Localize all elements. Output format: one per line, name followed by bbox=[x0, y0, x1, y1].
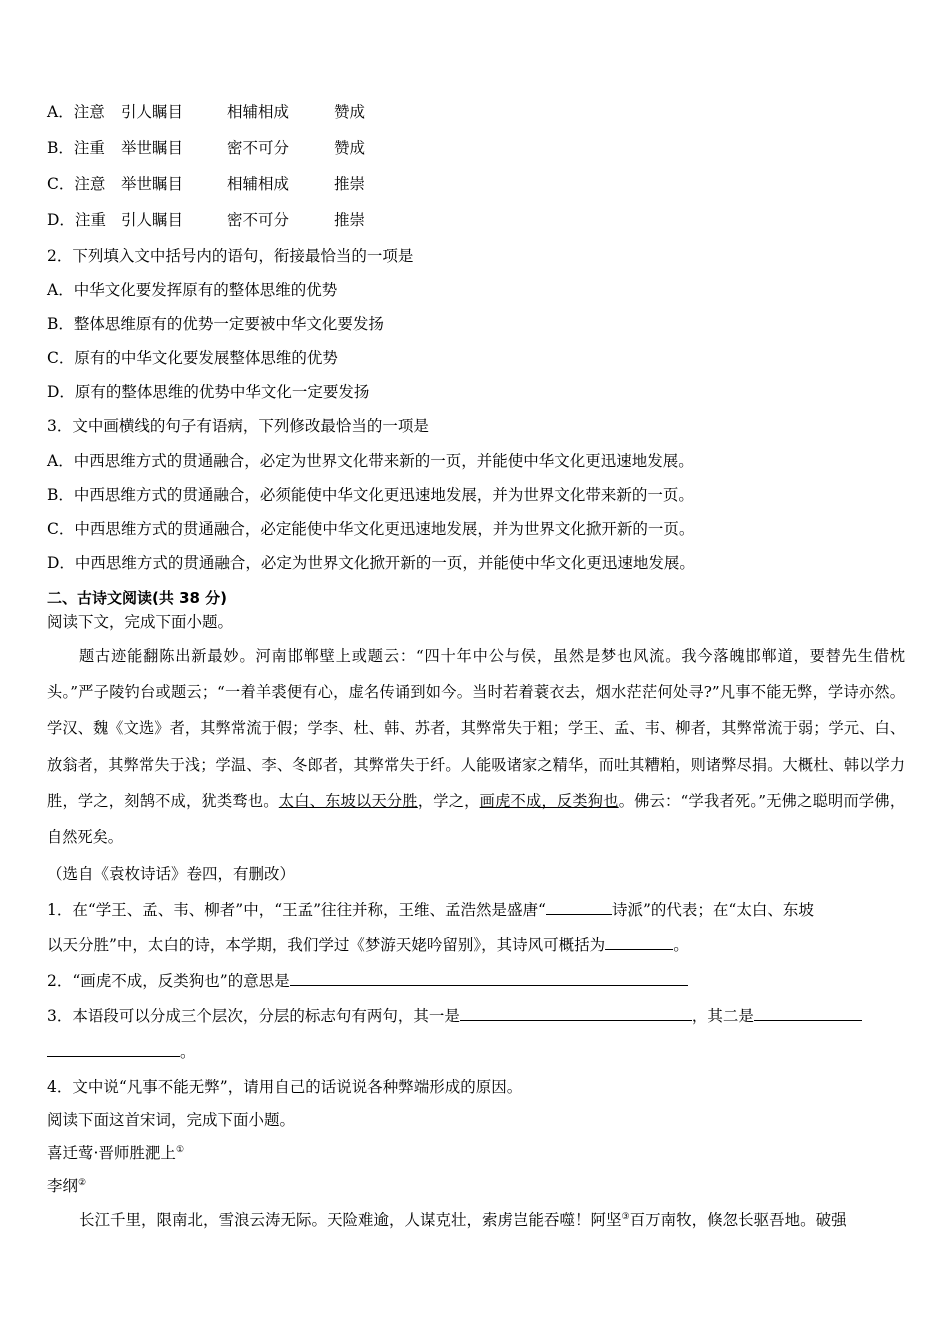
s2-q1-line1: 1．在“学王、孟、韦、柳者”中，“王孟”往往并称，王维、孟浩然是盛唐“ 诗派”的代表；在“太白、东坡 bbox=[47, 901, 814, 919]
q3-option-a: A．中西思维方式的贯通融合，必定为世界文化带来新的一页，并能使中华文化更迅速地发展。 bbox=[47, 452, 694, 470]
passage-source: （选自《袁枚诗话》卷四，有删改） bbox=[47, 865, 296, 883]
poem-author: 李纲② bbox=[47, 1177, 87, 1195]
answer-blank[interactable] bbox=[460, 1005, 692, 1021]
q2-option-c: C．原有的中华文化要发展整体思维的优势 bbox=[47, 349, 338, 367]
q2-stem: 2．下列填入文中括号内的语句，衔接最恰当的一项是 bbox=[47, 247, 414, 265]
s2-q3-line1: 3．本语段可以分成三个层次，分层的标志句有两句，其一是 ，其二是 bbox=[47, 1005, 862, 1026]
answer-blank[interactable] bbox=[546, 899, 612, 915]
s2-q3-line2: 。 bbox=[47, 1041, 196, 1062]
q1-option-a: A．注意 引人瞩目 相辅相成 赞成 bbox=[47, 103, 366, 121]
poem-title: 喜迁莺·晋师胜淝上① bbox=[47, 1144, 185, 1162]
s2-q2: 2．“画虎不成，反类狗也”的意思是 bbox=[47, 970, 688, 991]
answer-blank[interactable] bbox=[47, 1041, 180, 1057]
section-intro: 阅读下文，完成下面小题。 bbox=[47, 613, 234, 631]
q2-option-b: B．整体思维原有的优势一定要被中华文化要发扬 bbox=[47, 315, 384, 333]
passage: 题古迹能翻陈出新最妙。河南邯郸壁上或题云：“四十年中公与侯，虽然是梦也风流。我今落魄邯郸道，要替先生借枕头。”严子陵钓台或题云；“一着羊裘便有心，虚名传诵到如今。当时若着蓑衣去，烟水茫茫何处寻?”凡事不能无弊，学诗亦然。学汉、魏《文选》者，其弊常流于假；学李、杜、韩、苏者，其弊常失于粗；学王、孟、韦、柳者，其弊常流于弱；学元、白、放翁者，其弊常失于浅；学温、李、冬郎者，其弊常失于纤。人能吸诸家之精华，而吐其糟粕，则诸弊尽捐。大概杜、韩以学力胜，学之，刻鹄不成，犹类骛也。太白、东坡以天分胜，学之，画虎不成，反类狗也。佛云：“学我者死。”无佛之聪明而学佛，自然死矣。 bbox=[47, 647, 906, 847]
q3-option-d: D．中西思维方式的贯通融合，必定为世界文化掀开新的一页，并能使中华文化更迅速地发展。 bbox=[47, 554, 695, 572]
q2-option-d: D．原有的整体思维的优势中华文化一定要发扬 bbox=[47, 383, 370, 401]
q1-option-d: D．注重 引人瞩目 密不可分 推崇 bbox=[47, 211, 366, 229]
q3-stem: 3．文中画横线的句子有语病，下列修改最恰当的一项是 bbox=[47, 417, 429, 435]
s2-q4: 4．文中说“凡事不能无弊”，请用自己的话说说各种弊端形成的原因。 bbox=[47, 1078, 523, 1096]
q2-option-a: A．中华文化要发挥原有的整体思维的优势 bbox=[47, 281, 338, 299]
q3-option-b: B．中西思维方式的贯通融合，必须能使中华文化更迅速地发展，并为世界文化带来新的一页。 bbox=[47, 486, 694, 504]
s2-q1-line2: 以天分胜”中，太白的诗，本学期，我们学过《梦游天姥吟留别》，其诗风可概括为 。 bbox=[47, 936, 689, 954]
q1-option-b: B．注重 举世瞩目 密不可分 赞成 bbox=[47, 139, 366, 157]
section3-intro: 阅读下面这首宋词，完成下面小题。 bbox=[47, 1111, 296, 1129]
underlined-sentence-2: 画虎不成，反类狗也 bbox=[479, 791, 619, 810]
q1-option-c: C．注意 举世瞩目 相辅相成 推崇 bbox=[47, 175, 366, 193]
answer-blank[interactable] bbox=[605, 934, 673, 950]
underlined-sentence-1: 太白、东坡以天分胜 bbox=[278, 791, 418, 810]
q3-option-c: C．中西思维方式的贯通融合，必定能使中华文化更迅速地发展，并为世界文化掀开新的一页。 bbox=[47, 520, 695, 538]
answer-blank[interactable] bbox=[290, 970, 688, 986]
poem-text: 长江千里，限南北，雪浪云涛无际。天险难逾，人谋克壮，索虏岂能吞噬！阿坚③百万南牧，倏忽长驱吾地。破强 bbox=[79, 1211, 847, 1229]
section-heading: 二、古诗文阅读(共 38 分) bbox=[47, 589, 228, 607]
answer-blank[interactable] bbox=[754, 1005, 862, 1021]
